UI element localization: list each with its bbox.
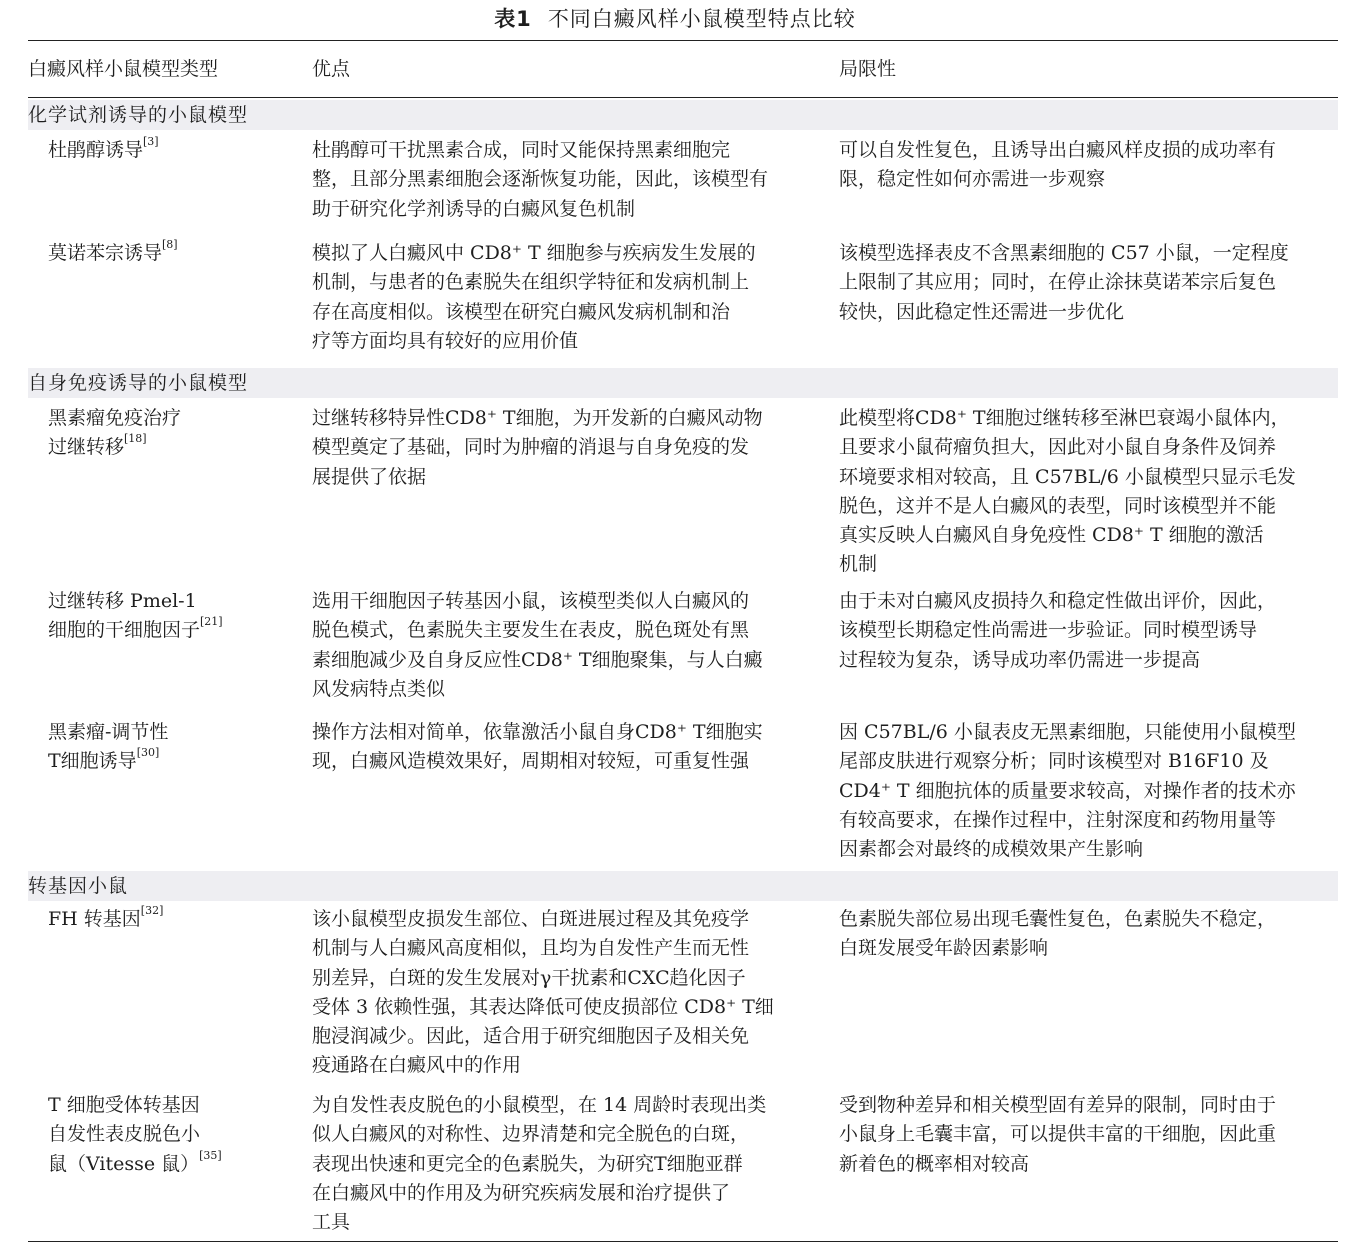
model-type-line: T 细胞受体转基因 (48, 1094, 200, 1116)
model-type-line: 黑素瘤-调节性 (48, 721, 169, 743)
limitations-line: 有较高要求，在操作过程中，注射深度和药物用量等 (839, 808, 1277, 831)
model-type-line: 黑素瘤免疫治疗 (48, 407, 182, 429)
advantages-line: 模拟了人白癜风中 CD8⁺ T 细胞参与疾病发生发展的 (312, 242, 756, 264)
advantages-line: 疗等方面均具有较好的应用价值 (312, 329, 579, 352)
advantages-cell (312, 1091, 812, 1237)
header-rule (28, 97, 1338, 98)
advantages-line: 存在高度相似。该模型在研究白癜风发病机制和治 (312, 300, 731, 323)
limitations-line: 且要求小鼠荷瘤负担大，因此对小鼠自身条件及饲养 (839, 436, 1277, 459)
citation-ref: [21] (200, 615, 223, 629)
model-type-cell (48, 404, 278, 463)
advantages-line: 风发病特点类似 (312, 677, 446, 700)
model-type-cell (48, 587, 278, 646)
advantages-line: 似人白癜风的对称性、边界清楚和完全脱色的白斑， (312, 1123, 750, 1146)
advantages-line: 疫通路在白癜风中的作用 (312, 1054, 522, 1077)
limitations-line: 因素都会对最终的成模效果产生影响 (839, 838, 1144, 861)
citation-ref: [3] (143, 135, 159, 148)
advantages-line: 受体 3 依赖性强，其表达降低可使皮损部位 CD8⁺ T细 (312, 995, 774, 1018)
model-type-cell (48, 136, 278, 165)
advantages-cell (312, 718, 812, 777)
limitations-cell (839, 1091, 1339, 1179)
advantages-line: 机制，与患者的色素脱失在组织学特征和发病机制上 (312, 271, 750, 294)
header-limitations: 局限性 (839, 58, 897, 80)
limitations-line: 因 C57BL/6 小鼠表皮无黑素细胞，只能使用小鼠模型 (839, 721, 1296, 743)
advantages-line: 素细胞减少及自身反应性CD8⁺ T细胞聚集，与人白癜 (312, 648, 763, 671)
group-label: 转基因小鼠 (28, 875, 129, 897)
group-band (28, 871, 1338, 901)
limitations-line: 机制 (839, 553, 878, 576)
advantages-line: 助于研究化学剂诱导的白癜风复色机制 (312, 197, 636, 220)
advantages-line: 在白癜风中的作用及为研究疾病发展和治疗提供了 (312, 1181, 731, 1204)
advantages-line: 展提供了依据 (312, 465, 427, 488)
limitations-line: 限，稳定性如何亦需进一步观察 (839, 168, 1106, 191)
advantages-line: 操作方法相对简单，依靠激活小鼠自身CD8⁺ T细胞实 (312, 721, 763, 743)
limitations-cell (839, 905, 1339, 964)
limitations-line: 该模型长期稳定性尚需进一步验证。同时模型诱导 (839, 619, 1258, 642)
citation-ref: [18] (124, 432, 147, 446)
limitations-line: 环境要求相对较高，且 C57BL/6 小鼠模型只显示毛发 (839, 465, 1296, 488)
limitations-line: 由于未对白癜风皮损持久和稳定性做出评价，因此， (839, 590, 1277, 612)
limitations-line: 此模型将CD8⁺ T细胞过继转移至淋巴衰竭小鼠体内， (839, 407, 1290, 429)
advantages-line: 现，白癜风造模效果好，周期相对较短，可重复性强 (312, 750, 750, 773)
citation-ref: [8] (162, 238, 178, 251)
advantages-line: 表现出快速和更完全的色素脱失，为研究T细胞亚群 (312, 1152, 743, 1175)
limitations-cell (839, 587, 1339, 675)
model-type-line: 自发性表皮脱色小 (48, 1123, 201, 1146)
model-type-line: 杜鹃醇诱导[3] (48, 135, 159, 161)
model-type-line: 莫诺苯宗诱导[8] (48, 238, 178, 264)
limitations-cell (839, 239, 1339, 327)
table-caption (0, 4, 1350, 34)
limitations-line: CD4⁺ T 细胞抗体的质量要求较高，对操作者的技术亦 (839, 779, 1296, 802)
table-title: 不同白癜风样小鼠模型特点比较 (547, 7, 856, 31)
advantages-cell (312, 587, 812, 704)
advantages-line: 杜鹃醇可干扰黑素合成，同时又能保持黑素细胞完 (312, 139, 731, 161)
advantages-line: 为自发性表皮脱色的小鼠模型，在 14 周龄时表现出类 (312, 1094, 767, 1116)
advantages-cell (312, 136, 812, 224)
limitations-line: 尾部皮肤进行观察分析；同时该模型对 B16F10 及 (839, 750, 1269, 773)
limitations-line: 该模型选择表皮不含黑素细胞的 C57 小鼠，一定程度 (839, 242, 1289, 264)
limitations-line: 受到物种差异和相关模型固有差异的限制，同时由于 (839, 1094, 1277, 1116)
model-type-line: 过继转移 Pmel-1 (48, 590, 197, 612)
model-type-cell (48, 1091, 278, 1179)
limitations-line: 上限制了其应用；同时，在停止涂抹莫诺苯宗后复色 (839, 271, 1277, 294)
advantages-line: 机制与人白癜风高度相似，且均为自发性产生而无性 (312, 937, 750, 960)
limitations-line: 真实反映人白癜风自身免疫性 CD8⁺ T 细胞的激活 (839, 524, 1264, 547)
model-type-line: FH 转基因[32] (48, 904, 164, 930)
model-type-line: 过继转移[18] (48, 432, 147, 459)
limitations-line: 色素脱失部位易出现毛囊性复色，色素脱失不稳定， (839, 908, 1277, 930)
model-type-line: 细胞的干细胞因子[21] (48, 615, 223, 642)
advantages-cell (312, 905, 812, 1081)
limitations-line: 白斑发展受年龄因素影响 (839, 937, 1049, 960)
advantages-cell (312, 239, 812, 356)
advantages-line: 过继转移特异性CD8⁺ T细胞，为开发新的白癜风动物 (312, 407, 763, 429)
top-rule (28, 40, 1338, 41)
advantages-line: 模型奠定了基础，同时为肿瘤的消退与自身免疫的发 (312, 436, 750, 459)
bottom-rule (28, 1241, 1338, 1242)
group-label: 自身免疫诱导的小鼠模型 (28, 372, 249, 394)
advantages-line: 工具 (312, 1211, 351, 1234)
advantages-line: 别差异，白斑的发生发展对γ干扰素和CXC趋化因子 (312, 966, 746, 989)
limitations-line: 较快，因此稳定性还需进一步优化 (839, 300, 1125, 323)
advantages-line: 整，且部分黑素细胞会逐渐恢复功能，因此，该模型有 (312, 168, 769, 191)
limitations-line: 过程较为复杂，诱导成功率仍需进一步提高 (839, 648, 1201, 671)
header-type: 白癜风样小鼠模型类型 (28, 58, 219, 80)
advantages-line: 脱色模式，色素脱失主要发生在表皮，脱色斑处有黑 (312, 619, 750, 642)
advantages-cell (312, 404, 812, 492)
citation-ref: [30] (136, 746, 160, 760)
limitations-line: 小鼠身上毛囊丰富，可以提供丰富的干细胞，因此重 (839, 1123, 1277, 1146)
model-type-line: 鼠（Vitesse 鼠）[35] (48, 1148, 222, 1175)
model-type-cell (48, 718, 278, 777)
model-type-cell (48, 905, 278, 934)
table-number: 表1 (494, 7, 532, 31)
limitations-line: 新着色的概率相对较高 (839, 1152, 1030, 1175)
limitations-line: 脱色，这并不是人白癜风的表型，同时该模型并不能 (839, 494, 1277, 517)
advantages-line: 胞浸润减少。因此，适合用于研究细胞因子及相关免 (312, 1025, 750, 1048)
citation-ref: [32] (140, 904, 164, 917)
group-label: 化学试剂诱导的小鼠模型 (28, 104, 249, 126)
citation-ref: [35] (199, 1148, 222, 1162)
table-header (0, 54, 1350, 86)
limitations-cell (839, 404, 1339, 580)
limitations-cell (839, 718, 1339, 864)
advantages-line: 该小鼠模型皮损发生部位、白斑进展过程及其免疫学 (312, 908, 750, 930)
model-type-cell (48, 239, 278, 268)
limitations-cell (839, 136, 1339, 195)
header-advantages: 优点 (312, 58, 351, 80)
advantages-line: 选用干细胞因子转基因小鼠，该模型类似人白癜风的 (312, 590, 750, 612)
limitations-line: 可以自发性复色，且诱导出白癜风样皮损的成功率有 (839, 139, 1277, 161)
model-type-line: T细胞诱导[30] (48, 746, 160, 773)
